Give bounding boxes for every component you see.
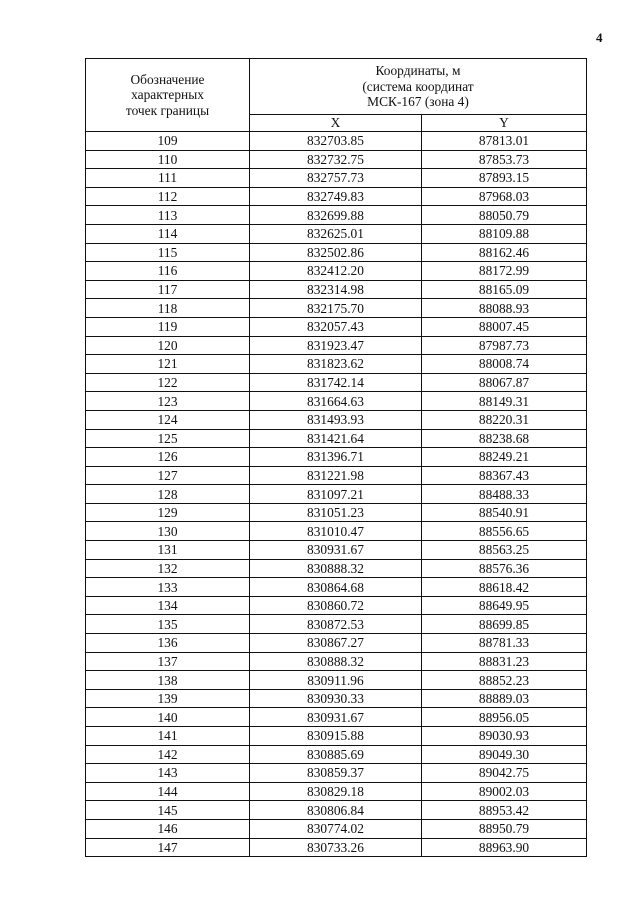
- table-row: [86, 671, 587, 690]
- x-coordinate-cell: 832502.86: [250, 243, 422, 262]
- point-id-cell: 133: [86, 578, 250, 597]
- y-coordinate-cell: 87813.01: [422, 132, 587, 151]
- point-header-line-2: характерных: [131, 87, 204, 103]
- x-coordinate-cell: 832749.83: [250, 187, 422, 206]
- x-coordinate-cell: 832314.98: [250, 280, 422, 299]
- point-id-cell: 139: [86, 689, 250, 708]
- x-coordinate-cell: 832412.20: [250, 262, 422, 281]
- point-id-cell: 110: [86, 150, 250, 169]
- x-coordinate-cell: 831396.71: [250, 448, 422, 467]
- table-body: [86, 132, 587, 857]
- table-row: [86, 727, 587, 746]
- table-row: [86, 392, 587, 411]
- table-row: [86, 578, 587, 597]
- table-row: [86, 466, 587, 485]
- y-coordinate-cell: 88831.23: [422, 652, 587, 671]
- table-row: [86, 596, 587, 615]
- point-id-cell: 138: [86, 671, 250, 690]
- y-coordinate-cell: 88618.42: [422, 578, 587, 597]
- point-id-cell: 118: [86, 299, 250, 318]
- y-coordinate-cell: 88956.05: [422, 708, 587, 727]
- table-row: [86, 819, 587, 838]
- table-row: [86, 355, 587, 374]
- table-row: [86, 485, 587, 504]
- point-id-cell: 109: [86, 132, 250, 151]
- x-column-header: X: [250, 115, 422, 132]
- y-coordinate-cell: 89049.30: [422, 745, 587, 764]
- x-coordinate-cell: 832703.85: [250, 132, 422, 151]
- table-row: [86, 503, 587, 522]
- y-coordinate-cell: 88576.36: [422, 559, 587, 578]
- point-id-cell: 140: [86, 708, 250, 727]
- table-row: [86, 132, 587, 151]
- point-id-cell: 130: [86, 522, 250, 541]
- point-id-cell: 129: [86, 503, 250, 522]
- y-coordinate-cell: 88088.93: [422, 299, 587, 318]
- y-coordinate-cell: 88220.31: [422, 410, 587, 429]
- y-coordinate-cell: 88249.21: [422, 448, 587, 467]
- x-coordinate-cell: 831010.47: [250, 522, 422, 541]
- point-id-cell: 121: [86, 355, 250, 374]
- point-id-cell: 135: [86, 615, 250, 634]
- table-row: [86, 708, 587, 727]
- y-coordinate-cell: 88109.88: [422, 224, 587, 243]
- y-coordinate-cell: 88950.79: [422, 819, 587, 838]
- point-header-line-1: Обозначение: [130, 71, 205, 87]
- y-coordinate-cell: 88007.45: [422, 317, 587, 336]
- y-coordinate-cell: 88699.85: [422, 615, 587, 634]
- y-coordinate-cell: 88367.43: [422, 466, 587, 485]
- x-coordinate-cell: 831923.47: [250, 336, 422, 355]
- point-id-cell: 143: [86, 764, 250, 783]
- point-id-cell: 134: [86, 596, 250, 615]
- point-designation-header: [86, 59, 250, 132]
- point-id-cell: 111: [86, 169, 250, 188]
- y-coordinate-cell: 88649.95: [422, 596, 587, 615]
- y-coordinate-cell: 87987.73: [422, 336, 587, 355]
- coord-header-line-1: Координаты, м: [375, 63, 461, 79]
- x-coordinate-cell: 831823.62: [250, 355, 422, 374]
- point-id-cell: 122: [86, 373, 250, 392]
- table-row: [86, 838, 587, 857]
- y-coordinate-cell: 88172.99: [422, 262, 587, 281]
- coord-header-line-3: МСК-167 (зона 4): [367, 94, 469, 110]
- point-id-cell: 141: [86, 727, 250, 746]
- table-header: [86, 59, 587, 132]
- y-coordinate-cell: 88149.31: [422, 392, 587, 411]
- x-coordinate-cell: 830911.96: [250, 671, 422, 690]
- x-coordinate-cell: 831051.23: [250, 503, 422, 522]
- table-row: [86, 373, 587, 392]
- x-coordinate-cell: 832699.88: [250, 206, 422, 225]
- table-row: [86, 299, 587, 318]
- y-coordinate-cell: 87853.73: [422, 150, 587, 169]
- point-id-cell: 119: [86, 317, 250, 336]
- y-coordinate-cell: 89002.03: [422, 782, 587, 801]
- x-coordinate-cell: 832175.70: [250, 299, 422, 318]
- table-row: [86, 689, 587, 708]
- table-row: [86, 448, 587, 467]
- x-coordinate-cell: 832057.43: [250, 317, 422, 336]
- point-id-cell: 127: [86, 466, 250, 485]
- point-id-cell: 131: [86, 541, 250, 560]
- point-id-cell: 115: [86, 243, 250, 262]
- y-coordinate-cell: 88563.25: [422, 541, 587, 560]
- x-coordinate-cell: 830774.02: [250, 819, 422, 838]
- x-coordinate-cell: 831421.64: [250, 429, 422, 448]
- x-coordinate-cell: 831493.93: [250, 410, 422, 429]
- y-coordinate-cell: 87968.03: [422, 187, 587, 206]
- page-number: 4: [596, 30, 603, 45]
- table-row: [86, 541, 587, 560]
- x-coordinate-cell: 830888.32: [250, 559, 422, 578]
- y-coordinate-cell: 88162.46: [422, 243, 587, 262]
- x-coordinate-cell: 830733.26: [250, 838, 422, 857]
- y-coordinate-cell: 88050.79: [422, 206, 587, 225]
- y-coordinate-cell: 88238.68: [422, 429, 587, 448]
- table-row: [86, 782, 587, 801]
- table-row: [86, 429, 587, 448]
- x-coordinate-cell: 830864.68: [250, 578, 422, 597]
- y-coordinate-cell: 88889.03: [422, 689, 587, 708]
- y-coordinate-cell: 88781.33: [422, 634, 587, 653]
- x-coordinate-cell: 831221.98: [250, 466, 422, 485]
- y-column-header: Y: [422, 115, 587, 132]
- y-coordinate-cell: 89042.75: [422, 764, 587, 783]
- table-row: [86, 187, 587, 206]
- x-coordinate-cell: 830872.53: [250, 615, 422, 634]
- x-coordinate-cell: 830806.84: [250, 801, 422, 820]
- point-id-cell: 113: [86, 206, 250, 225]
- table-row: [86, 336, 587, 355]
- table-row: [86, 224, 587, 243]
- x-coordinate-cell: 830930.33: [250, 689, 422, 708]
- point-header-line-3: точек границы: [125, 102, 210, 118]
- point-id-cell: 116: [86, 262, 250, 281]
- table-row: [86, 243, 587, 262]
- y-coordinate-cell: 88963.90: [422, 838, 587, 857]
- table-row: [86, 522, 587, 541]
- table-row: [86, 150, 587, 169]
- y-coordinate-cell: 88165.09: [422, 280, 587, 299]
- table-row: [86, 559, 587, 578]
- point-id-cell: 114: [86, 224, 250, 243]
- x-coordinate-cell: 831664.63: [250, 392, 422, 411]
- point-id-cell: 147: [86, 838, 250, 857]
- point-id-cell: 136: [86, 634, 250, 653]
- x-coordinate-cell: 831097.21: [250, 485, 422, 504]
- point-id-cell: 146: [86, 819, 250, 838]
- x-coordinate-cell: 830885.69: [250, 745, 422, 764]
- table-row: [86, 169, 587, 188]
- y-coordinate-cell: 88067.87: [422, 373, 587, 392]
- point-id-cell: 142: [86, 745, 250, 764]
- point-id-cell: 144: [86, 782, 250, 801]
- point-id-cell: 124: [86, 410, 250, 429]
- table-row: [86, 764, 587, 783]
- x-coordinate-cell: 832625.01: [250, 224, 422, 243]
- y-coordinate-cell: 88953.42: [422, 801, 587, 820]
- y-coordinate-cell: 88488.33: [422, 485, 587, 504]
- x-coordinate-cell: 830829.18: [250, 782, 422, 801]
- point-id-cell: 117: [86, 280, 250, 299]
- point-id-cell: 112: [86, 187, 250, 206]
- coordinates-table: [85, 58, 587, 857]
- table-row: [86, 317, 587, 336]
- table-row: [86, 652, 587, 671]
- x-coordinate-cell: 830931.67: [250, 541, 422, 560]
- x-coordinate-cell: 830867.27: [250, 634, 422, 653]
- y-coordinate-cell: 87893.15: [422, 169, 587, 188]
- x-coordinate-cell: 830860.72: [250, 596, 422, 615]
- table-row: [86, 615, 587, 634]
- coord-header-line-2: (система координат: [362, 78, 474, 94]
- table-row: [86, 634, 587, 653]
- x-coordinate-cell: 830859.37: [250, 764, 422, 783]
- table-row: [86, 206, 587, 225]
- point-id-cell: 128: [86, 485, 250, 504]
- y-coordinate-cell: 89030.93: [422, 727, 587, 746]
- point-id-cell: 137: [86, 652, 250, 671]
- y-coordinate-cell: 88852.23: [422, 671, 587, 690]
- point-id-cell: 132: [86, 559, 250, 578]
- x-coordinate-cell: 832732.75: [250, 150, 422, 169]
- point-id-cell: 145: [86, 801, 250, 820]
- y-coordinate-cell: 88008.74: [422, 355, 587, 374]
- x-coordinate-cell: 831742.14: [250, 373, 422, 392]
- point-id-cell: 125: [86, 429, 250, 448]
- table-row: [86, 410, 587, 429]
- x-coordinate-cell: 830915.88: [250, 727, 422, 746]
- point-id-cell: 123: [86, 392, 250, 411]
- x-coordinate-cell: 830931.67: [250, 708, 422, 727]
- point-id-cell: 120: [86, 336, 250, 355]
- x-coordinate-cell: 830888.32: [250, 652, 422, 671]
- coordinates-header: [250, 59, 587, 115]
- x-coordinate-cell: 832757.73: [250, 169, 422, 188]
- table-row: [86, 262, 587, 281]
- point-id-cell: 126: [86, 448, 250, 467]
- table-row: [86, 745, 587, 764]
- y-coordinate-cell: 88540.91: [422, 503, 587, 522]
- table-row: [86, 801, 587, 820]
- y-coordinate-cell: 88556.65: [422, 522, 587, 541]
- table-row: [86, 280, 587, 299]
